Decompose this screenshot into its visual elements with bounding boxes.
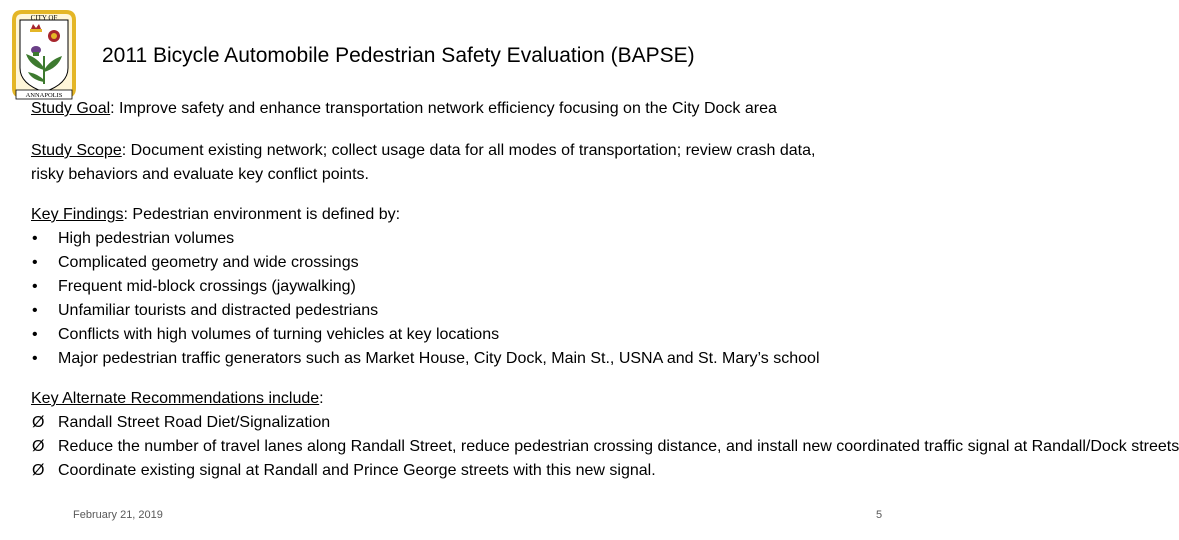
study-goal-text: Improve safety and enhance transportation network efficiency focusing on the City Dock area [114, 100, 777, 117]
finding-item: • Unfamiliar tourists and distracted pedestrians [31, 299, 820, 323]
study-goal-label: Study Goal [31, 100, 111, 117]
footer-date: February 21, 2019 [73, 509, 163, 521]
seal-top-text: CITY OF [30, 14, 58, 22]
recommendation-item: Ø Randall Street Road Diet/Signalization [31, 411, 941, 435]
key-findings-intro: Pedestrian environment is defined by: [132, 206, 401, 223]
study-scope-label: Study Scope [31, 142, 122, 159]
bullet-icon: • [32, 254, 38, 271]
bullet-icon: • [32, 350, 38, 367]
recommendations-list [31, 411, 1179, 483]
bullet-icon: • [32, 302, 38, 319]
key-findings [31, 203, 820, 371]
finding-item: • Frequent mid-block crossings (jaywalking) [31, 275, 820, 299]
study-scope-text-1: Document existing network; collect usage data for all modes of transportation; review crash data, [130, 142, 816, 159]
study-scope [31, 139, 815, 187]
recommendations-label: Key Alternate Recommendations include [31, 390, 320, 407]
bullet-icon: • [32, 230, 38, 247]
finding-item: • Complicated geometry and wide crossings [31, 251, 820, 275]
finding-item: • Conflicts with high volumes of turning vehicles at key locations [31, 323, 820, 347]
finding-item: • Major pedestrian traffic generators such as Market House, City Dock, Main St., USNA and St. Mary’s school [31, 347, 820, 371]
arrow-bullet-icon: Ø [32, 438, 45, 455]
arrow-bullet-icon: Ø [32, 462, 45, 479]
city-seal-logo [10, 10, 78, 102]
recommendations-heading [31, 387, 941, 411]
seal-bottom-text: ANNAPOLIS [25, 92, 63, 99]
study-goal-sep: : [110, 100, 115, 117]
study-scope-line-1 [31, 139, 815, 163]
key-recommendations [31, 387, 1179, 483]
study-goal [31, 97, 777, 121]
recommendation-item: Ø Reduce the number of travel lanes along Randall Street, reduce pedestrian crossing distance, and install new coordinated traffic signal at Randall/Dock streets [31, 435, 941, 459]
bullet-icon: • [32, 326, 38, 343]
bullet-icon: • [32, 278, 38, 295]
study-scope-line-2: risky behaviors and evaluate key conflict points. [31, 166, 369, 183]
page-number: 5 [876, 509, 883, 521]
finding-item: • High pedestrian volumes [31, 227, 820, 251]
key-findings-list [31, 227, 820, 371]
recommendations-sep: : [319, 390, 324, 407]
recommendation-item: Ø Coordinate existing signal at Randall and Prince George streets with this new signal. [31, 459, 941, 483]
key-findings-label: Key Findings [31, 206, 124, 223]
key-findings-sep: : [123, 206, 133, 223]
slide-title: 2011 Bicycle Automobile Pedestrian Safety Evaluation (BAPSE) [102, 44, 695, 67]
key-findings-heading [31, 203, 820, 227]
study-scope-sep: : [121, 142, 131, 159]
arrow-bullet-icon: Ø [32, 414, 45, 431]
